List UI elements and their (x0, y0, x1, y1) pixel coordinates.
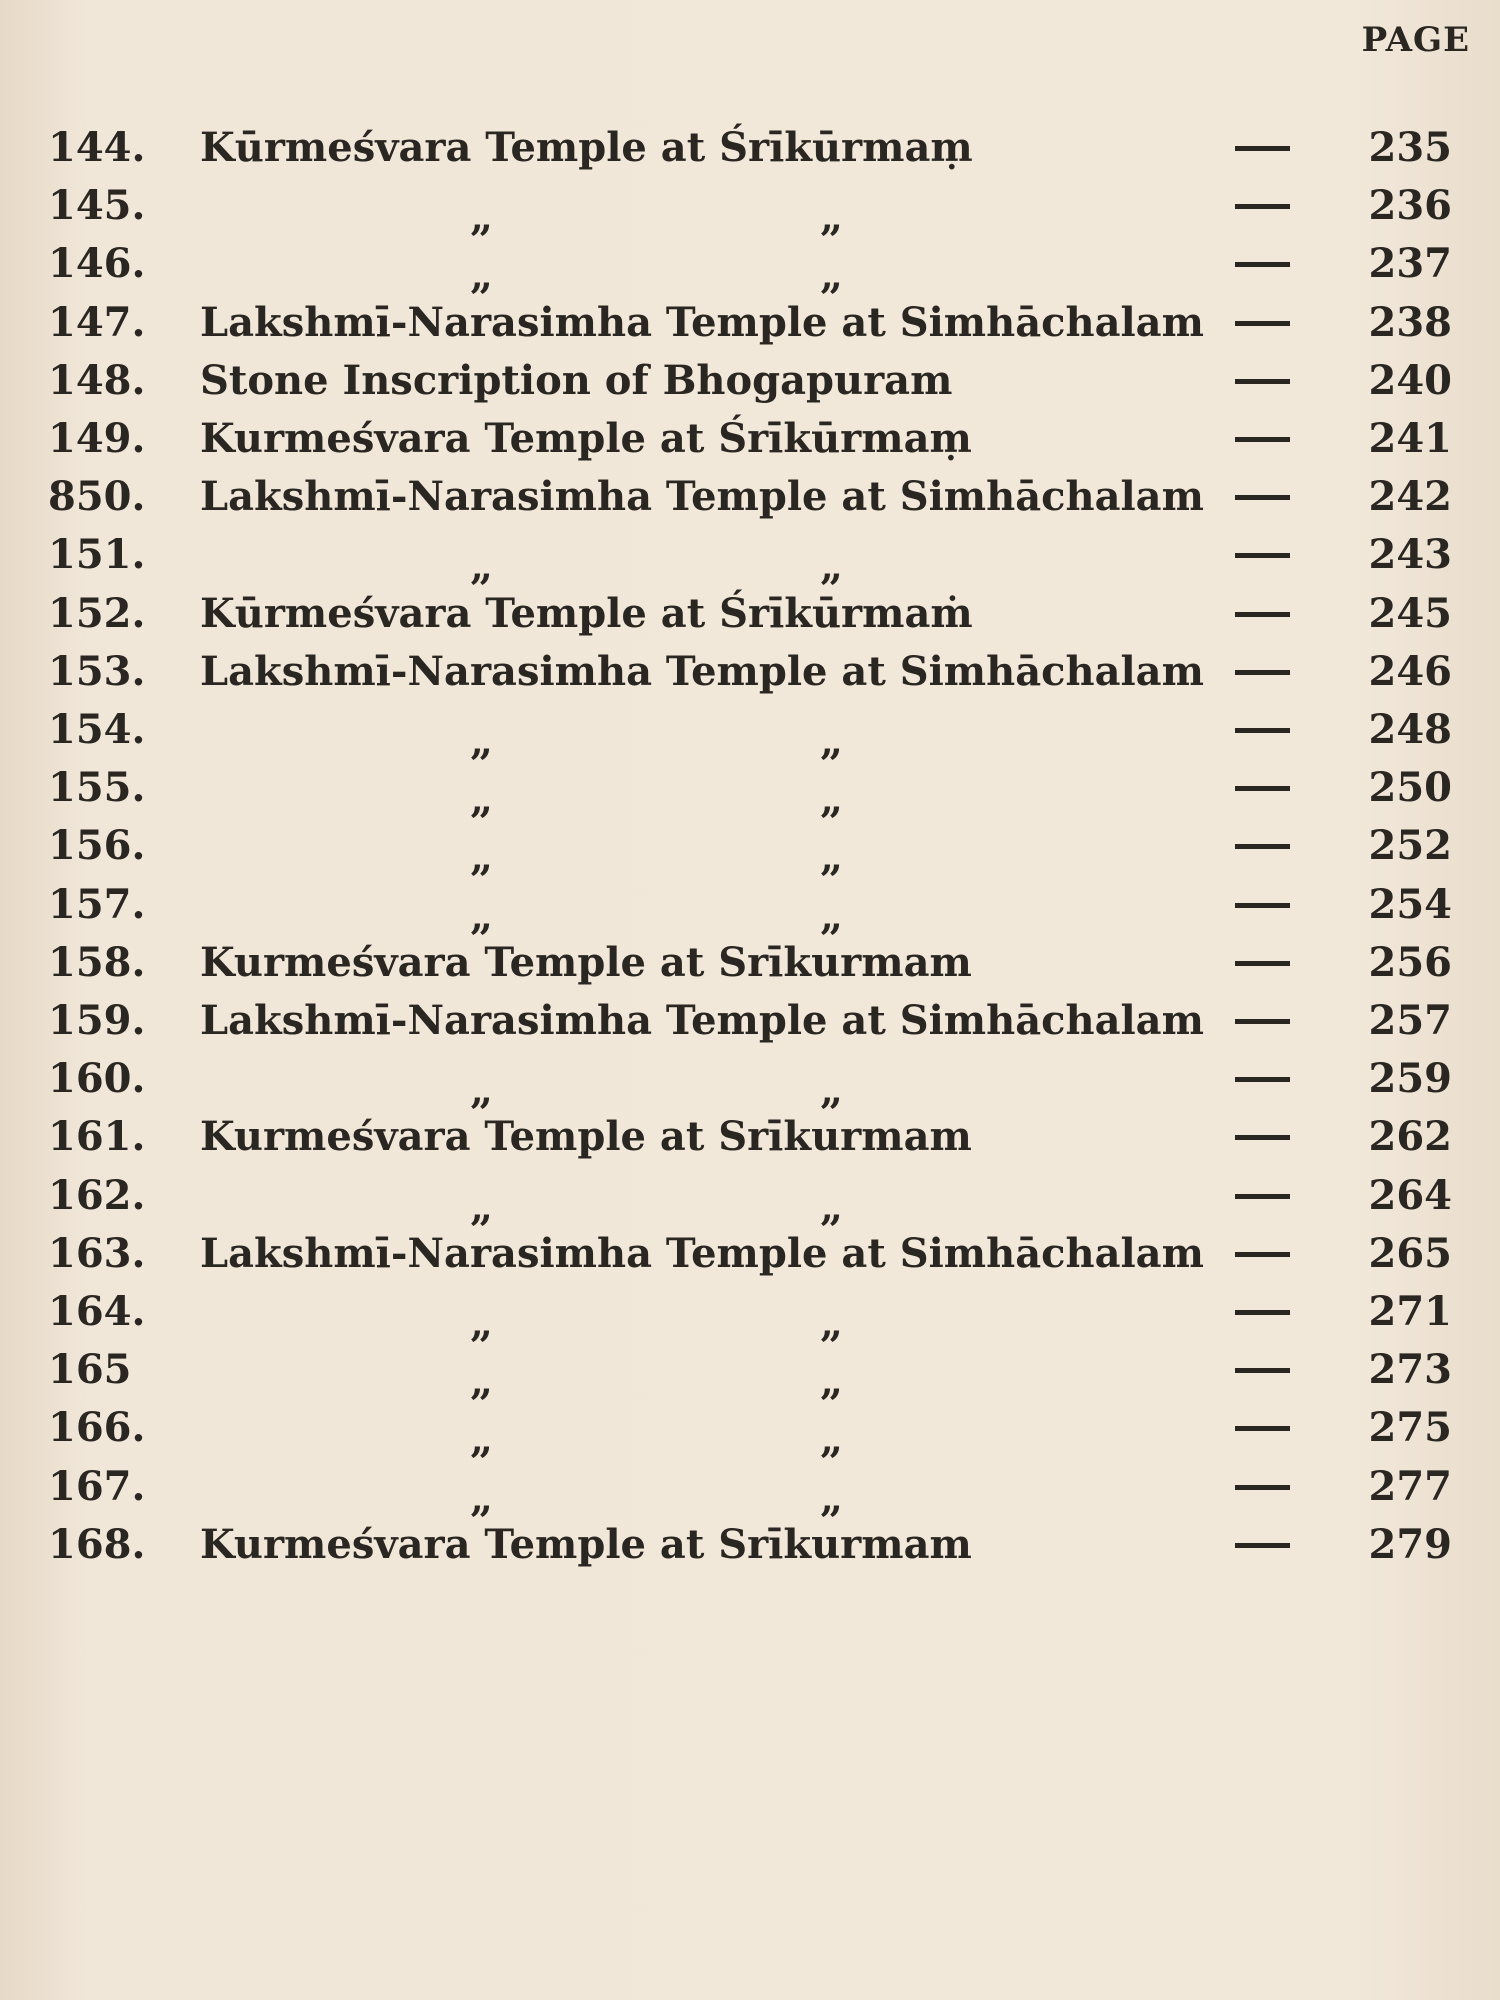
leader-dash (1235, 437, 1290, 442)
ditto-mark: „ (820, 1416, 844, 1463)
entry-number: 163. (48, 1230, 146, 1277)
leader-dash (1235, 1368, 1290, 1373)
entry-number: 155. (48, 764, 146, 811)
ditto-mark: „ (470, 543, 494, 590)
toc-entry (0, 1224, 1500, 1284)
entry-title: Lakshmī-Narasimha Temple at Simhāchalam (200, 648, 1204, 695)
entry-number: 148. (48, 357, 146, 404)
ditto-mark: „ (820, 776, 844, 823)
entry-page-number: 243 (1368, 531, 1452, 578)
ditto-mark: „ (470, 1475, 494, 1522)
entry-page-number: 256 (1368, 939, 1452, 986)
entry-title: Lakshmī-Narasimha Temple at Simhāchalam (200, 473, 1204, 520)
ditto-mark: „ (470, 718, 494, 765)
toc-entry (0, 409, 1500, 469)
entry-title: Kurmeśvara Temple at Srīkurmam (200, 1521, 972, 1568)
entry-page-number: 248 (1368, 706, 1452, 753)
toc-entry (0, 1282, 1500, 1347)
toc-entry (0, 816, 1500, 881)
entry-number: 160. (48, 1055, 146, 1102)
leader-dash (1235, 1485, 1290, 1490)
leader-dash (1235, 1135, 1290, 1140)
entry-number: 144. (48, 124, 146, 171)
entry-page-number: 236 (1368, 182, 1452, 229)
toc-entry (0, 176, 1500, 241)
entry-page-number: 271 (1368, 1288, 1452, 1335)
entry-page-number: 242 (1368, 473, 1452, 520)
toc-entry (0, 875, 1500, 940)
entry-title: Kurmeśvara Temple at Śrīkūrmaṃ (200, 415, 972, 462)
ditto-mark: „ (820, 1184, 844, 1231)
leader-dash (1235, 612, 1290, 617)
toc-entry (0, 118, 1500, 178)
leader-dash (1235, 204, 1290, 209)
leader-dash (1235, 728, 1290, 733)
leader-dash (1235, 495, 1290, 500)
leader-dash (1235, 379, 1290, 384)
entry-page-number: 264 (1368, 1172, 1452, 1219)
leader-dash (1235, 321, 1290, 326)
entry-number: 149. (48, 415, 146, 462)
ditto-mark: „ (470, 834, 494, 881)
toc-entry (0, 1107, 1500, 1167)
entry-title: Kūrmeśvara Temple at Śrīkūrmaṁ (200, 590, 973, 637)
toc-entry (0, 933, 1500, 993)
entry-page-number: 273 (1368, 1346, 1452, 1393)
entry-title: Kurmeśvara Temple at Srīkurmam (200, 939, 972, 986)
entry-number: 159. (48, 997, 146, 1044)
toc-entry (0, 700, 1500, 765)
toc-entry (0, 1398, 1500, 1463)
entry-title: Lakshmī-Narasimha Temple at Simhāchalam (200, 1230, 1204, 1277)
leader-dash (1235, 1543, 1290, 1548)
leader-dash (1235, 1077, 1290, 1082)
entry-page-number: 277 (1368, 1463, 1452, 1510)
ditto-mark: „ (470, 776, 494, 823)
entry-number: 146. (48, 240, 146, 287)
ditto-mark: „ (470, 1300, 494, 1347)
leader-dash (1235, 146, 1290, 151)
entry-number: 154. (48, 706, 146, 753)
leader-dash (1235, 961, 1290, 966)
entry-number: 167. (48, 1463, 146, 1510)
leader-dash (1235, 786, 1290, 791)
entry-page-number: 257 (1368, 997, 1452, 1044)
entry-page-number: 265 (1368, 1230, 1452, 1277)
entry-page-number: 235 (1368, 124, 1452, 171)
toc-entry (0, 293, 1500, 353)
ditto-mark: „ (820, 252, 844, 299)
entry-page-number: 250 (1368, 764, 1452, 811)
entry-number: 161. (48, 1113, 146, 1160)
entry-number: 153. (48, 648, 146, 695)
leader-dash (1235, 553, 1290, 558)
entry-page-number: 238 (1368, 299, 1452, 346)
ditto-mark: „ (470, 1358, 494, 1405)
toc-entry (0, 467, 1500, 527)
leader-dash (1235, 1426, 1290, 1431)
toc-entry (0, 991, 1500, 1051)
entry-page-number: 246 (1368, 648, 1452, 695)
entry-title: Stone Inscription of Bhogapuram (200, 357, 953, 404)
entry-number: 166. (48, 1404, 146, 1451)
toc-entry (0, 1515, 1500, 1575)
entry-page-number: 252 (1368, 822, 1452, 869)
entry-number: 147. (48, 299, 146, 346)
entry-number: 162. (48, 1172, 146, 1219)
leader-dash (1235, 844, 1290, 849)
toc-entry (0, 351, 1500, 411)
page-column-header: PAGE (1361, 20, 1470, 60)
entry-number: 168. (48, 1521, 146, 1568)
leader-dash (1235, 670, 1290, 675)
ditto-mark: „ (820, 194, 844, 241)
leader-dash (1235, 1252, 1290, 1257)
entry-number: 164. (48, 1288, 146, 1335)
ditto-mark: „ (470, 194, 494, 241)
toc-entry (0, 1166, 1500, 1231)
ditto-mark: „ (820, 718, 844, 765)
leader-dash (1235, 1194, 1290, 1199)
ditto-mark: „ (820, 1475, 844, 1522)
ditto-mark: „ (470, 1416, 494, 1463)
entry-number: 145. (48, 182, 146, 229)
entry-number: 158. (48, 939, 146, 986)
ditto-mark: „ (470, 1184, 494, 1231)
toc-entry (0, 1049, 1500, 1114)
entry-number: 152. (48, 590, 146, 637)
ditto-mark: „ (470, 252, 494, 299)
entry-page-number: 259 (1368, 1055, 1452, 1102)
entry-page-number: 275 (1368, 1404, 1452, 1451)
toc-entry (0, 1340, 1500, 1405)
ditto-mark: „ (820, 893, 844, 940)
entry-number: 151. (48, 531, 146, 578)
entry-page-number: 241 (1368, 415, 1452, 462)
leader-dash (1235, 1019, 1290, 1024)
toc-entry (0, 642, 1500, 702)
ditto-mark: „ (820, 834, 844, 881)
entry-title: Lakshmī-Narasimha Temple at Simhāchalam (200, 299, 1204, 346)
leader-dash (1235, 262, 1290, 267)
entry-title: Lakshmī-Narasimha Temple at Simhāchalam (200, 997, 1204, 1044)
ditto-mark: „ (820, 543, 844, 590)
toc-entry (0, 758, 1500, 823)
toc-entry (0, 525, 1500, 590)
ditto-mark: „ (470, 893, 494, 940)
entry-number: 850. (48, 473, 146, 520)
entry-page-number: 245 (1368, 590, 1452, 637)
entry-page-number: 279 (1368, 1521, 1452, 1568)
leader-dash (1235, 903, 1290, 908)
entry-number: 165 (48, 1346, 132, 1393)
ditto-mark: „ (820, 1067, 844, 1114)
ditto-mark: „ (820, 1300, 844, 1347)
toc-entry (0, 234, 1500, 299)
ditto-mark: „ (820, 1358, 844, 1405)
entry-number: 156. (48, 822, 146, 869)
leader-dash (1235, 1310, 1290, 1315)
entry-title: Kurmeśvara Temple at Srīkurmam (200, 1113, 972, 1160)
entry-page-number: 254 (1368, 881, 1452, 928)
entry-title: Kūrmeśvara Temple at Śrīkūrmaṃ (200, 124, 973, 171)
entry-number: 157. (48, 881, 146, 928)
toc-entry (0, 1457, 1500, 1522)
entry-page-number: 240 (1368, 357, 1452, 404)
entry-page-number: 237 (1368, 240, 1452, 287)
entry-page-number: 262 (1368, 1113, 1452, 1160)
ditto-mark: „ (470, 1067, 494, 1114)
toc-entry (0, 584, 1500, 644)
